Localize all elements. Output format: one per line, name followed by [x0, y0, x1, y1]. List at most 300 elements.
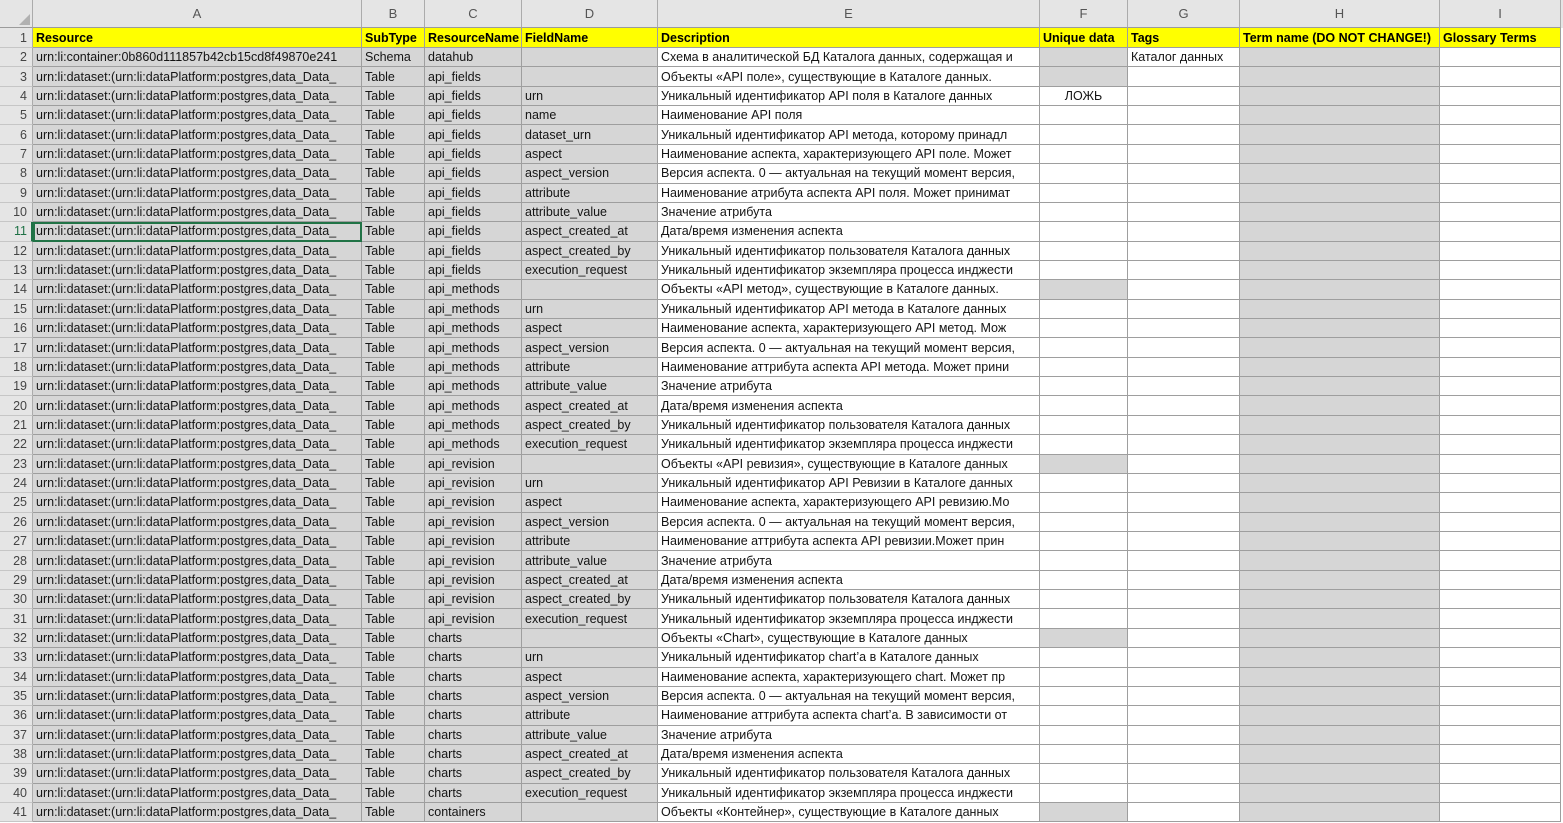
cell-C3[interactable]: api_fields [425, 67, 522, 86]
cell-C5[interactable]: api_fields [425, 106, 522, 125]
cell-A11[interactable]: urn:li:dataset:(urn:li:dataPlatform:postgres,data_Data_ [33, 222, 362, 241]
cell-D29[interactable]: aspect_created_at [522, 571, 658, 590]
row-number-23[interactable]: 23 [0, 455, 33, 474]
cell-C33[interactable]: charts [425, 648, 522, 667]
cell-D17[interactable]: aspect_version [522, 338, 658, 357]
cell-H14[interactable] [1240, 280, 1440, 299]
cell-H11[interactable] [1240, 222, 1440, 241]
cell-F10[interactable] [1040, 203, 1128, 222]
cell-B25[interactable]: Table [362, 493, 425, 512]
cell-I2[interactable] [1440, 48, 1561, 67]
row-number-27[interactable]: 27 [0, 532, 33, 551]
cell-C18[interactable]: api_methods [425, 358, 522, 377]
cell-G37[interactable] [1128, 726, 1240, 745]
cell-F33[interactable] [1040, 648, 1128, 667]
cell-G28[interactable] [1128, 551, 1240, 570]
cell-B26[interactable]: Table [362, 513, 425, 532]
cell-I19[interactable] [1440, 377, 1561, 396]
row-number-30[interactable]: 30 [0, 590, 33, 609]
row-number-11[interactable]: 11 [0, 222, 33, 241]
cell-F32[interactable] [1040, 629, 1128, 648]
row-number-19[interactable]: 19 [0, 377, 33, 396]
cell-E27[interactable]: Наименование аттрибута аспекта API ревизии.Может прин [658, 532, 1040, 551]
cell-H2[interactable] [1240, 48, 1440, 67]
cell-G32[interactable] [1128, 629, 1240, 648]
cell-H1[interactable]: Term name (DO NOT CHANGE!) [1240, 28, 1440, 48]
cell-I17[interactable] [1440, 338, 1561, 357]
cell-B7[interactable]: Table [362, 145, 425, 164]
cell-H30[interactable] [1240, 590, 1440, 609]
cell-G15[interactable] [1128, 300, 1240, 319]
cell-D40[interactable]: execution_request [522, 784, 658, 803]
cell-I7[interactable] [1440, 145, 1561, 164]
cell-E34[interactable]: Наименование аспекта, характеризующего chart. Может пр [658, 668, 1040, 687]
cell-A2[interactable]: urn:li:container:0b860d111857b42cb15cd8f49870e241 [33, 48, 362, 67]
cell-D27[interactable]: attribute [522, 532, 658, 551]
cell-E16[interactable]: Наименование аспекта, характеризующего API метод. Мож [658, 319, 1040, 338]
cell-F4[interactable]: ЛОЖЬ [1040, 87, 1128, 106]
cell-H18[interactable] [1240, 358, 1440, 377]
column-header-F[interactable]: F [1040, 0, 1128, 28]
cell-B10[interactable]: Table [362, 203, 425, 222]
cell-C14[interactable]: api_methods [425, 280, 522, 299]
cell-I38[interactable] [1440, 745, 1561, 764]
cell-D30[interactable]: aspect_created_by [522, 590, 658, 609]
cell-D41[interactable] [522, 803, 658, 822]
cell-C38[interactable]: charts [425, 745, 522, 764]
cell-F30[interactable] [1040, 590, 1128, 609]
cell-B31[interactable]: Table [362, 609, 425, 628]
cell-I6[interactable] [1440, 125, 1561, 144]
cell-E14[interactable]: Объекты «API метод», существующие в Каталоге данных. [658, 280, 1040, 299]
cell-I11[interactable] [1440, 222, 1561, 241]
cell-E39[interactable]: Уникальный идентификатор пользователя Каталога данных [658, 764, 1040, 783]
cell-B18[interactable]: Table [362, 358, 425, 377]
row-number-4[interactable]: 4 [0, 87, 33, 106]
cell-D28[interactable]: attribute_value [522, 551, 658, 570]
cell-A7[interactable]: urn:li:dataset:(urn:li:dataPlatform:postgres,data_Data_ [33, 145, 362, 164]
cell-H28[interactable] [1240, 551, 1440, 570]
cell-H26[interactable] [1240, 513, 1440, 532]
cell-C11[interactable]: api_fields [425, 222, 522, 241]
cell-H23[interactable] [1240, 455, 1440, 474]
cell-C25[interactable]: api_revision [425, 493, 522, 512]
cell-G25[interactable] [1128, 493, 1240, 512]
cell-F31[interactable] [1040, 609, 1128, 628]
row-number-26[interactable]: 26 [0, 513, 33, 532]
cell-I41[interactable] [1440, 803, 1561, 822]
cell-G9[interactable] [1128, 184, 1240, 203]
cell-E11[interactable]: Дата/время изменения аспекта [658, 222, 1040, 241]
cell-F37[interactable] [1040, 726, 1128, 745]
cell-A36[interactable]: urn:li:dataset:(urn:li:dataPlatform:postgres,data_Data_ [33, 706, 362, 725]
cell-E5[interactable]: Наименование API поля [658, 106, 1040, 125]
cell-D32[interactable] [522, 629, 658, 648]
cell-I28[interactable] [1440, 551, 1561, 570]
cell-B2[interactable]: Schema [362, 48, 425, 67]
cell-B33[interactable]: Table [362, 648, 425, 667]
cell-D6[interactable]: dataset_urn [522, 125, 658, 144]
row-number-14[interactable]: 14 [0, 280, 33, 299]
cell-F25[interactable] [1040, 493, 1128, 512]
cell-B15[interactable]: Table [362, 300, 425, 319]
cell-H31[interactable] [1240, 609, 1440, 628]
row-number-32[interactable]: 32 [0, 629, 33, 648]
cell-I13[interactable] [1440, 261, 1561, 280]
cell-B41[interactable]: Table [362, 803, 425, 822]
cell-B23[interactable]: Table [362, 455, 425, 474]
cell-F7[interactable] [1040, 145, 1128, 164]
cell-B24[interactable]: Table [362, 474, 425, 493]
column-header-H[interactable]: H [1240, 0, 1440, 28]
cell-G41[interactable] [1128, 803, 1240, 822]
cell-B3[interactable]: Table [362, 67, 425, 86]
cell-E22[interactable]: Уникальный идентификатор экземпляра процесса инджести [658, 435, 1040, 454]
cell-D35[interactable]: aspect_version [522, 687, 658, 706]
cell-E23[interactable]: Объекты «API ревизия», существующие в Каталоге данных [658, 455, 1040, 474]
cell-F3[interactable] [1040, 67, 1128, 86]
cell-A9[interactable]: urn:li:dataset:(urn:li:dataPlatform:postgres,data_Data_ [33, 184, 362, 203]
cell-B20[interactable]: Table [362, 396, 425, 415]
row-number-6[interactable]: 6 [0, 125, 33, 144]
cell-E33[interactable]: Уникальный идентификатор chart’а в Каталоге данных [658, 648, 1040, 667]
cell-H27[interactable] [1240, 532, 1440, 551]
cell-A26[interactable]: urn:li:dataset:(urn:li:dataPlatform:postgres,data_Data_ [33, 513, 362, 532]
cell-I29[interactable] [1440, 571, 1561, 590]
cell-I9[interactable] [1440, 184, 1561, 203]
cell-E38[interactable]: Дата/время изменения аспекта [658, 745, 1040, 764]
cell-F8[interactable] [1040, 164, 1128, 183]
cell-H10[interactable] [1240, 203, 1440, 222]
cell-A24[interactable]: urn:li:dataset:(urn:li:dataPlatform:postgres,data_Data_ [33, 474, 362, 493]
select-all-corner[interactable] [0, 0, 33, 28]
cell-A38[interactable]: urn:li:dataset:(urn:li:dataPlatform:postgres,data_Data_ [33, 745, 362, 764]
cell-F26[interactable] [1040, 513, 1128, 532]
cell-C2[interactable]: datahub [425, 48, 522, 67]
cell-A19[interactable]: urn:li:dataset:(urn:li:dataPlatform:postgres,data_Data_ [33, 377, 362, 396]
cell-A4[interactable]: urn:li:dataset:(urn:li:dataPlatform:postgres,data_Data_ [33, 87, 362, 106]
cell-B27[interactable]: Table [362, 532, 425, 551]
cell-B14[interactable]: Table [362, 280, 425, 299]
row-number-39[interactable]: 39 [0, 764, 33, 783]
cell-A28[interactable]: urn:li:dataset:(urn:li:dataPlatform:postgres,data_Data_ [33, 551, 362, 570]
cell-B28[interactable]: Table [362, 551, 425, 570]
cell-A21[interactable]: urn:li:dataset:(urn:li:dataPlatform:postgres,data_Data_ [33, 416, 362, 435]
column-header-I[interactable]: I [1440, 0, 1561, 28]
cell-H24[interactable] [1240, 474, 1440, 493]
cell-H3[interactable] [1240, 67, 1440, 86]
cell-H13[interactable] [1240, 261, 1440, 280]
cell-A1[interactable]: Resource [33, 28, 362, 48]
cell-A37[interactable]: urn:li:dataset:(urn:li:dataPlatform:postgres,data_Data_ [33, 726, 362, 745]
cell-B22[interactable]: Table [362, 435, 425, 454]
cell-E26[interactable]: Версия аспекта. 0 — актуальная на текущий момент версия, [658, 513, 1040, 532]
cell-H20[interactable] [1240, 396, 1440, 415]
cell-A13[interactable]: urn:li:dataset:(urn:li:dataPlatform:postgres,data_Data_ [33, 261, 362, 280]
cell-I37[interactable] [1440, 726, 1561, 745]
cell-I36[interactable] [1440, 706, 1561, 725]
row-number-31[interactable]: 31 [0, 609, 33, 628]
cell-F6[interactable] [1040, 125, 1128, 144]
cell-D22[interactable]: execution_request [522, 435, 658, 454]
cell-D7[interactable]: aspect [522, 145, 658, 164]
cell-B38[interactable]: Table [362, 745, 425, 764]
cell-A22[interactable]: urn:li:dataset:(urn:li:dataPlatform:postgres,data_Data_ [33, 435, 362, 454]
cell-I21[interactable] [1440, 416, 1561, 435]
cell-F12[interactable] [1040, 242, 1128, 261]
cell-D5[interactable]: name [522, 106, 658, 125]
cell-B1[interactable]: SubType [362, 28, 425, 48]
cell-E41[interactable]: Объекты «Контейнер», существующие в Каталоге данных [658, 803, 1040, 822]
cell-G27[interactable] [1128, 532, 1240, 551]
cell-C16[interactable]: api_methods [425, 319, 522, 338]
cell-A40[interactable]: urn:li:dataset:(urn:li:dataPlatform:postgres,data_Data_ [33, 784, 362, 803]
cell-I5[interactable] [1440, 106, 1561, 125]
cell-E36[interactable]: Наименование аттрибута аспекта chart’а. В зависимости от [658, 706, 1040, 725]
cell-G13[interactable] [1128, 261, 1240, 280]
cell-E13[interactable]: Уникальный идентификатор экземпляра процесса инджести [658, 261, 1040, 280]
row-number-13[interactable]: 13 [0, 261, 33, 280]
cell-G40[interactable] [1128, 784, 1240, 803]
cell-F40[interactable] [1040, 784, 1128, 803]
cell-I26[interactable] [1440, 513, 1561, 532]
cell-I34[interactable] [1440, 668, 1561, 687]
row-number-3[interactable]: 3 [0, 67, 33, 86]
column-header-C[interactable]: C [425, 0, 522, 28]
cell-C40[interactable]: charts [425, 784, 522, 803]
row-number-8[interactable]: 8 [0, 164, 33, 183]
cell-D16[interactable]: aspect [522, 319, 658, 338]
cell-F22[interactable] [1040, 435, 1128, 454]
cell-G29[interactable] [1128, 571, 1240, 590]
cell-H22[interactable] [1240, 435, 1440, 454]
cell-A23[interactable]: urn:li:dataset:(urn:li:dataPlatform:postgres,data_Data_ [33, 455, 362, 474]
cell-G4[interactable] [1128, 87, 1240, 106]
cell-B32[interactable]: Table [362, 629, 425, 648]
row-number-16[interactable]: 16 [0, 319, 33, 338]
cell-E9[interactable]: Наименование атрибута аспекта API поля. Может принимат [658, 184, 1040, 203]
cell-I4[interactable] [1440, 87, 1561, 106]
cell-D37[interactable]: attribute_value [522, 726, 658, 745]
cell-F16[interactable] [1040, 319, 1128, 338]
cell-G16[interactable] [1128, 319, 1240, 338]
cell-B39[interactable]: Table [362, 764, 425, 783]
cell-G31[interactable] [1128, 609, 1240, 628]
cell-G8[interactable] [1128, 164, 1240, 183]
cell-A10[interactable]: urn:li:dataset:(urn:li:dataPlatform:postgres,data_Data_ [33, 203, 362, 222]
cell-F29[interactable] [1040, 571, 1128, 590]
cell-D34[interactable]: aspect [522, 668, 658, 687]
cell-H21[interactable] [1240, 416, 1440, 435]
row-number-34[interactable]: 34 [0, 668, 33, 687]
cell-E21[interactable]: Уникальный идентификатор пользователя Каталога данных [658, 416, 1040, 435]
cell-C26[interactable]: api_revision [425, 513, 522, 532]
cell-H41[interactable] [1240, 803, 1440, 822]
row-number-5[interactable]: 5 [0, 106, 33, 125]
cell-A6[interactable]: urn:li:dataset:(urn:li:dataPlatform:postgres,data_Data_ [33, 125, 362, 144]
cell-C13[interactable]: api_fields [425, 261, 522, 280]
cell-I35[interactable] [1440, 687, 1561, 706]
cell-H40[interactable] [1240, 784, 1440, 803]
cell-G10[interactable] [1128, 203, 1240, 222]
row-number-25[interactable]: 25 [0, 493, 33, 512]
cell-D24[interactable]: urn [522, 474, 658, 493]
cell-H36[interactable] [1240, 706, 1440, 725]
cell-H25[interactable] [1240, 493, 1440, 512]
cell-F38[interactable] [1040, 745, 1128, 764]
cell-H38[interactable] [1240, 745, 1440, 764]
cell-D2[interactable] [522, 48, 658, 67]
cell-H6[interactable] [1240, 125, 1440, 144]
cell-I14[interactable] [1440, 280, 1561, 299]
column-header-E[interactable]: E [658, 0, 1040, 28]
cell-E25[interactable]: Наименование аспекта, характеризующего API ревизию.Мо [658, 493, 1040, 512]
cell-A14[interactable]: urn:li:dataset:(urn:li:dataPlatform:postgres,data_Data_ [33, 280, 362, 299]
cell-E10[interactable]: Значение атрибута [658, 203, 1040, 222]
cell-B4[interactable]: Table [362, 87, 425, 106]
cell-D19[interactable]: attribute_value [522, 377, 658, 396]
cell-I8[interactable] [1440, 164, 1561, 183]
cell-C23[interactable]: api_revision [425, 455, 522, 474]
cell-G33[interactable] [1128, 648, 1240, 667]
cell-I3[interactable] [1440, 67, 1561, 86]
cell-G23[interactable] [1128, 455, 1240, 474]
cell-G35[interactable] [1128, 687, 1240, 706]
cell-A18[interactable]: urn:li:dataset:(urn:li:dataPlatform:postgres,data_Data_ [33, 358, 362, 377]
cell-G2[interactable]: Каталог данных [1128, 48, 1240, 67]
cell-E29[interactable]: Дата/время изменения аспекта [658, 571, 1040, 590]
column-header-A[interactable]: A [33, 0, 362, 28]
cell-I33[interactable] [1440, 648, 1561, 667]
cell-G21[interactable] [1128, 416, 1240, 435]
cell-H39[interactable] [1240, 764, 1440, 783]
row-number-33[interactable]: 33 [0, 648, 33, 667]
cell-F9[interactable] [1040, 184, 1128, 203]
cell-C7[interactable]: api_fields [425, 145, 522, 164]
row-number-1[interactable]: 1 [0, 28, 33, 48]
cell-C19[interactable]: api_methods [425, 377, 522, 396]
cell-G3[interactable] [1128, 67, 1240, 86]
cell-I25[interactable] [1440, 493, 1561, 512]
cell-F41[interactable] [1040, 803, 1128, 822]
cell-C27[interactable]: api_revision [425, 532, 522, 551]
cell-H15[interactable] [1240, 300, 1440, 319]
cell-C35[interactable]: charts [425, 687, 522, 706]
cell-A34[interactable]: urn:li:dataset:(urn:li:dataPlatform:postgres,data_Data_ [33, 668, 362, 687]
cell-B16[interactable]: Table [362, 319, 425, 338]
cell-I16[interactable] [1440, 319, 1561, 338]
cell-E20[interactable]: Дата/время изменения аспекта [658, 396, 1040, 415]
row-number-36[interactable]: 36 [0, 706, 33, 725]
cell-C34[interactable]: charts [425, 668, 522, 687]
cell-H17[interactable] [1240, 338, 1440, 357]
cell-E12[interactable]: Уникальный идентификатор пользователя Каталога данных [658, 242, 1040, 261]
cell-A15[interactable]: urn:li:dataset:(urn:li:dataPlatform:postgres,data_Data_ [33, 300, 362, 319]
cell-A30[interactable]: urn:li:dataset:(urn:li:dataPlatform:postgres,data_Data_ [33, 590, 362, 609]
row-number-28[interactable]: 28 [0, 551, 33, 570]
cell-C6[interactable]: api_fields [425, 125, 522, 144]
cell-F19[interactable] [1040, 377, 1128, 396]
cell-B12[interactable]: Table [362, 242, 425, 261]
cell-B19[interactable]: Table [362, 377, 425, 396]
cell-G22[interactable] [1128, 435, 1240, 454]
cell-G30[interactable] [1128, 590, 1240, 609]
cell-E2[interactable]: Схема в аналитической БД Каталога данных, содержащая и [658, 48, 1040, 67]
cell-G20[interactable] [1128, 396, 1240, 415]
cell-D31[interactable]: execution_request [522, 609, 658, 628]
cell-C15[interactable]: api_methods [425, 300, 522, 319]
cell-A8[interactable]: urn:li:dataset:(urn:li:dataPlatform:postgres,data_Data_ [33, 164, 362, 183]
cell-B36[interactable]: Table [362, 706, 425, 725]
cell-I15[interactable] [1440, 300, 1561, 319]
cell-H34[interactable] [1240, 668, 1440, 687]
cell-F18[interactable] [1040, 358, 1128, 377]
cell-F5[interactable] [1040, 106, 1128, 125]
cell-G7[interactable] [1128, 145, 1240, 164]
cell-I23[interactable] [1440, 455, 1561, 474]
cell-E24[interactable]: Уникальный идентификатор API Ревизии в Каталоге данных [658, 474, 1040, 493]
cell-E28[interactable]: Значение атрибута [658, 551, 1040, 570]
cell-E6[interactable]: Уникальный идентификатор API метода, которому принадл [658, 125, 1040, 144]
row-number-40[interactable]: 40 [0, 784, 33, 803]
column-header-D[interactable]: D [522, 0, 658, 28]
row-number-2[interactable]: 2 [0, 48, 33, 67]
cell-C8[interactable]: api_fields [425, 164, 522, 183]
cell-H35[interactable] [1240, 687, 1440, 706]
cell-E1[interactable]: Description [658, 28, 1040, 48]
cell-H16[interactable] [1240, 319, 1440, 338]
cell-E15[interactable]: Уникальный идентификатор API метода в Каталоге данных [658, 300, 1040, 319]
row-number-21[interactable]: 21 [0, 416, 33, 435]
cell-A3[interactable]: urn:li:dataset:(urn:li:dataPlatform:postgres,data_Data_ [33, 67, 362, 86]
cell-G36[interactable] [1128, 706, 1240, 725]
cell-A29[interactable]: urn:li:dataset:(urn:li:dataPlatform:postgres,data_Data_ [33, 571, 362, 590]
cell-C10[interactable]: api_fields [425, 203, 522, 222]
cell-C28[interactable]: api_revision [425, 551, 522, 570]
cell-C30[interactable]: api_revision [425, 590, 522, 609]
cell-I24[interactable] [1440, 474, 1561, 493]
cell-C9[interactable]: api_fields [425, 184, 522, 203]
cell-F35[interactable] [1040, 687, 1128, 706]
cell-B9[interactable]: Table [362, 184, 425, 203]
cell-G24[interactable] [1128, 474, 1240, 493]
cell-A32[interactable]: urn:li:dataset:(urn:li:dataPlatform:postgres,data_Data_ [33, 629, 362, 648]
cell-D9[interactable]: attribute [522, 184, 658, 203]
cell-F24[interactable] [1040, 474, 1128, 493]
cell-B29[interactable]: Table [362, 571, 425, 590]
cell-E7[interactable]: Наименование аспекта, характеризующего API поле. Может [658, 145, 1040, 164]
cell-C24[interactable]: api_revision [425, 474, 522, 493]
cell-D12[interactable]: aspect_created_by [522, 242, 658, 261]
cell-A31[interactable]: urn:li:dataset:(urn:li:dataPlatform:postgres,data_Data_ [33, 609, 362, 628]
cell-C39[interactable]: charts [425, 764, 522, 783]
cell-E30[interactable]: Уникальный идентификатор пользователя Каталога данных [658, 590, 1040, 609]
cell-H12[interactable] [1240, 242, 1440, 261]
row-number-29[interactable]: 29 [0, 571, 33, 590]
cell-D4[interactable]: urn [522, 87, 658, 106]
cell-G34[interactable] [1128, 668, 1240, 687]
cell-B35[interactable]: Table [362, 687, 425, 706]
cell-I40[interactable] [1440, 784, 1561, 803]
cell-C29[interactable]: api_revision [425, 571, 522, 590]
cell-H5[interactable] [1240, 106, 1440, 125]
cell-D21[interactable]: aspect_created_by [522, 416, 658, 435]
cell-F15[interactable] [1040, 300, 1128, 319]
row-number-35[interactable]: 35 [0, 687, 33, 706]
row-number-17[interactable]: 17 [0, 338, 33, 357]
cell-C20[interactable]: api_methods [425, 396, 522, 415]
cell-D18[interactable]: attribute [522, 358, 658, 377]
